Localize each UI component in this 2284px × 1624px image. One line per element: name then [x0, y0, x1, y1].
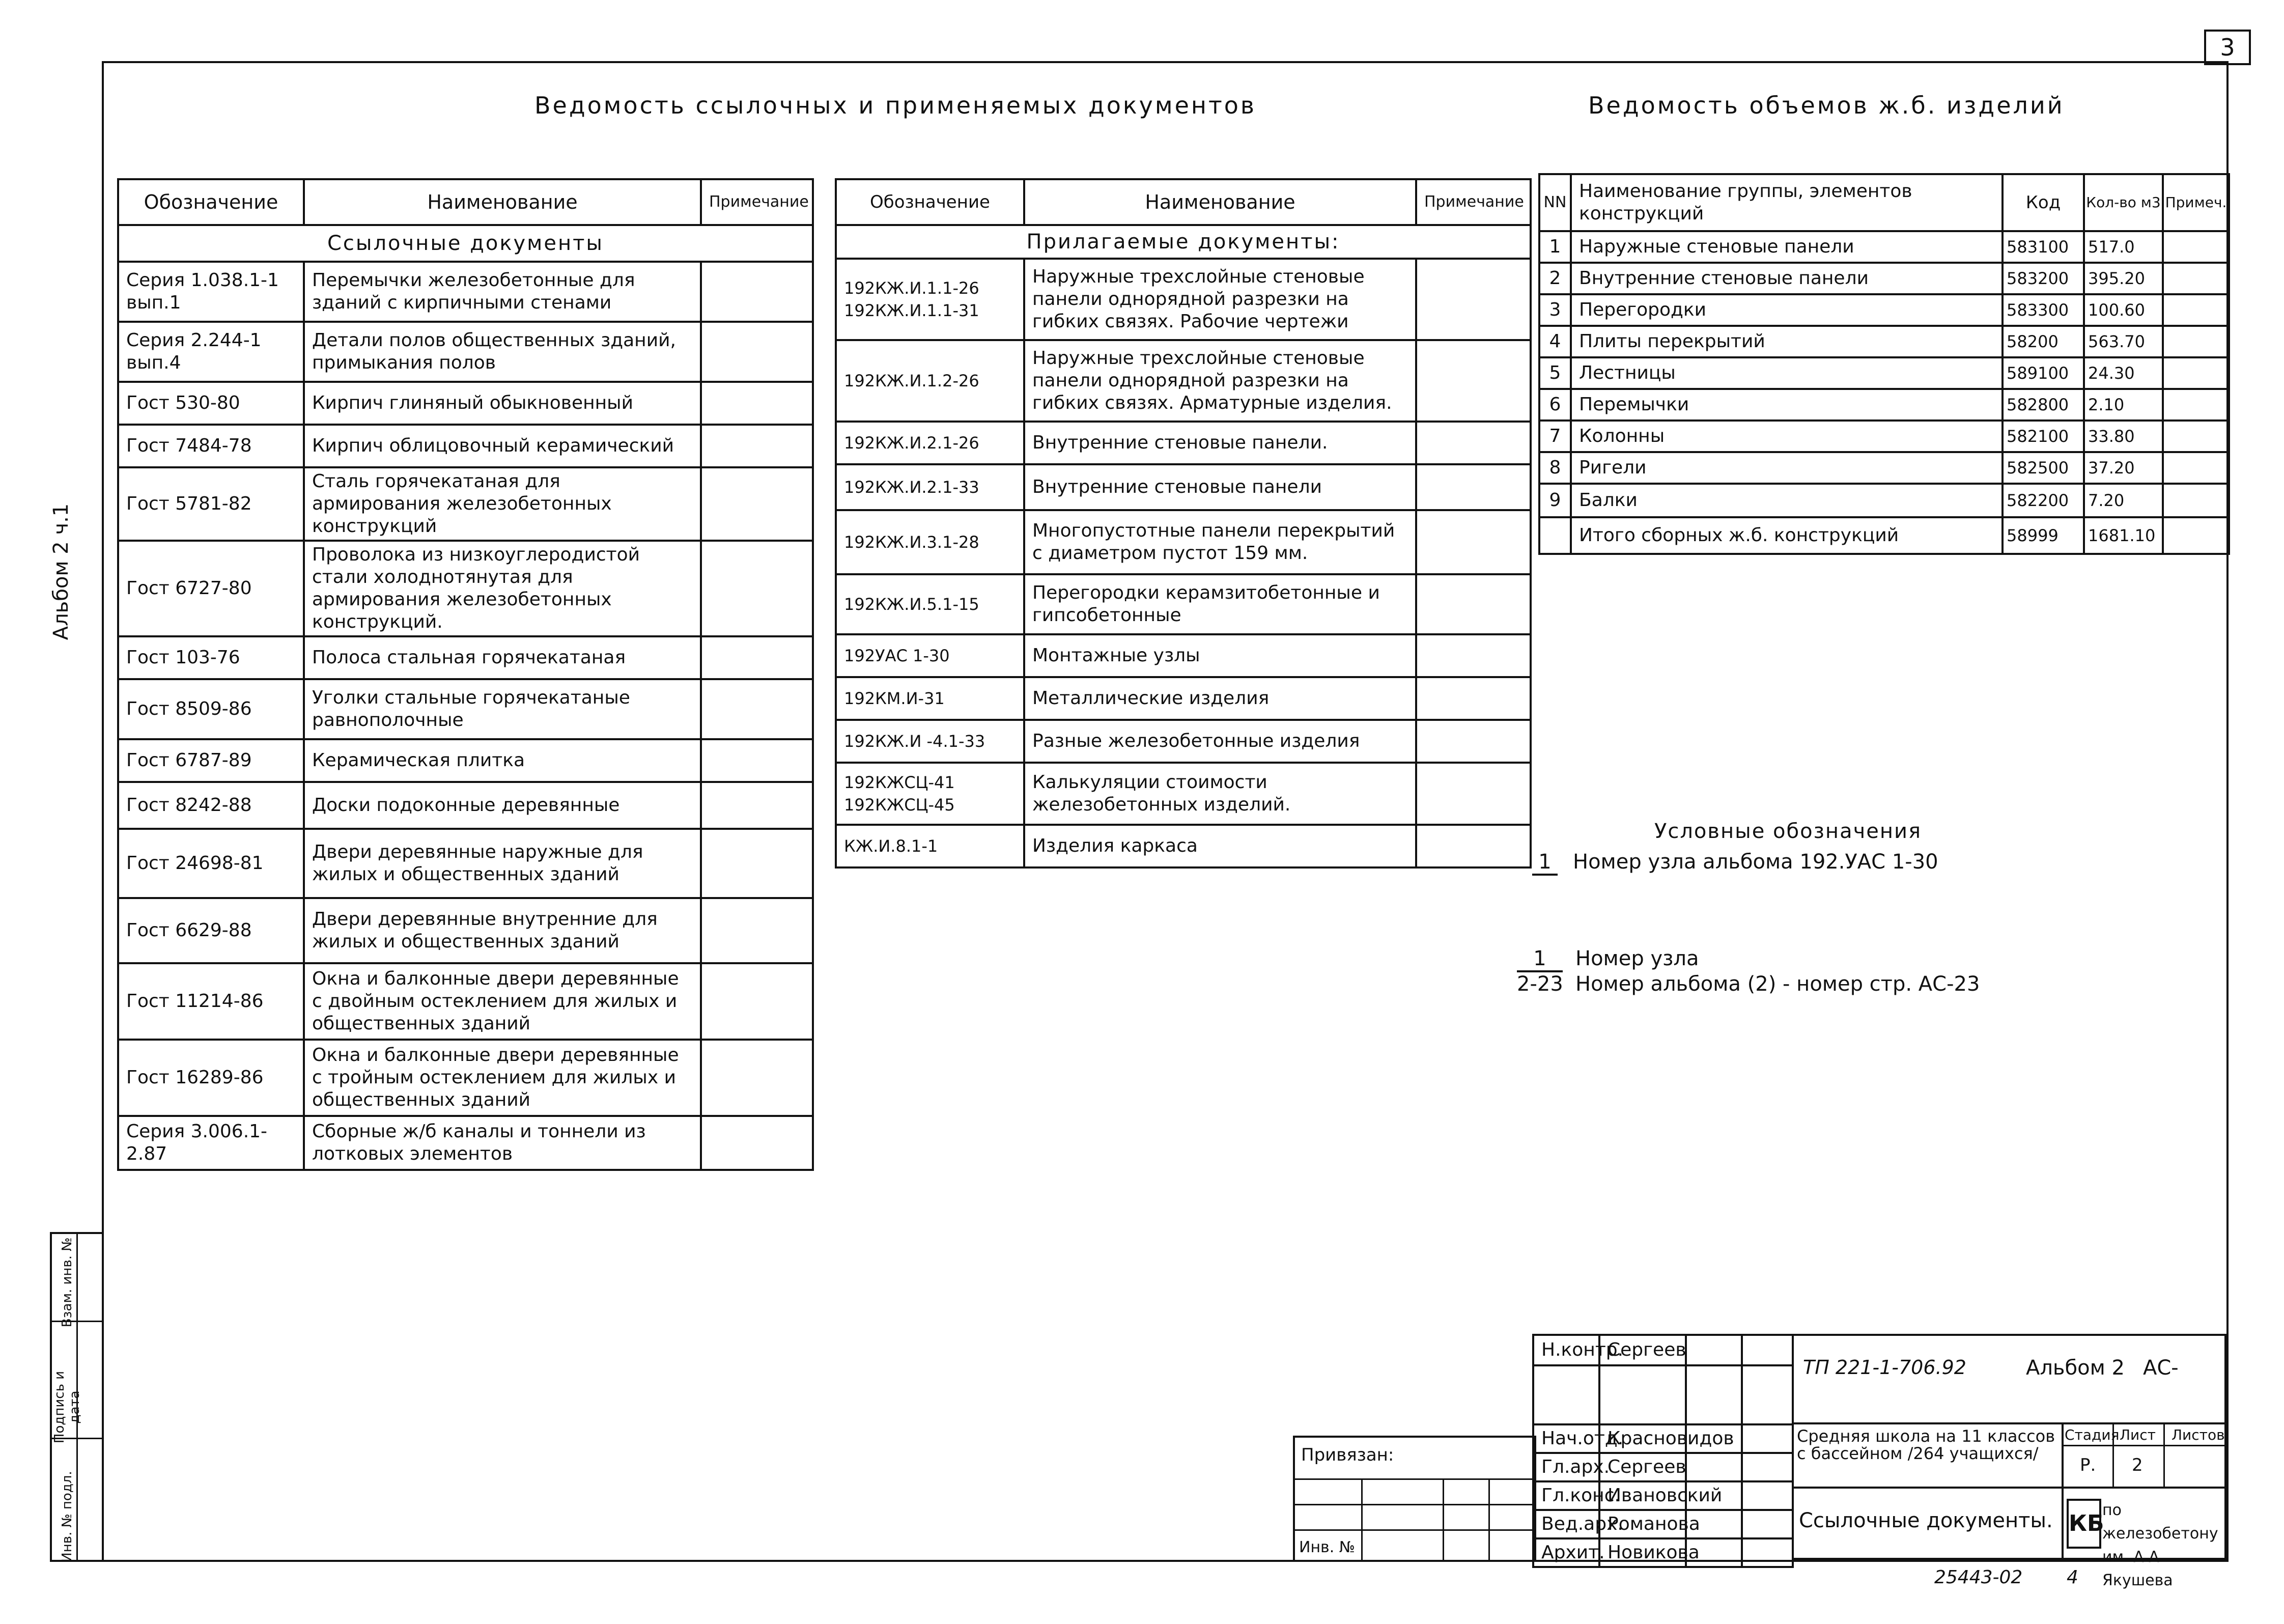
- table-row: 7 Колонны 582100 33.80: [1539, 421, 2229, 452]
- table-row: 4 Плиты перекрытий 58200 563.70: [1539, 326, 2229, 357]
- table-row: 6 Перемычки 582800 2.10: [1539, 389, 2229, 421]
- table-row: 192КЖ.И -4.1-33 Разные железобетонные изделия: [836, 720, 1531, 763]
- binding-grid-line: [1443, 1478, 1444, 1560]
- legend-item2-denominator: 2-23: [1517, 972, 1563, 996]
- table-row: 3 Перегородки 583300 100.60: [1539, 294, 2229, 326]
- legend-item2-line2: Номер альбома (2) - номер стр. АС-23: [1575, 972, 1980, 996]
- archive-number: 4: [2067, 1567, 2078, 1588]
- side-stamp-inv: Инв. № подл.: [60, 1471, 75, 1562]
- col-header-qty: Кол-во м3: [2084, 174, 2163, 231]
- table-row: 1 Наружные стеновые панели 583100 517.0: [1539, 231, 2229, 263]
- table-row: Гост 8242-88 Доски подоконные деревянные: [118, 782, 813, 829]
- binding-grid-line: [1295, 1529, 1534, 1531]
- table-row: Серия 1.038.1-1 вып.1 Перемычки железобетонные для зданий с кирпичными стенами: [118, 262, 813, 322]
- object-name: Средняя школа на 11 классов с бассейном /264 учащихся/: [1797, 1426, 2055, 1463]
- table-row: 192КЖ.И.1.1-26 192КЖ.И.1.1-31 Наружные трехслойные стеновые панели однорядной разрезки на гибких связях. Рабочие чертежи: [836, 259, 1531, 340]
- signature-row: Гл.конс. Ивановский: [1533, 1481, 1793, 1510]
- signature-row: Гл.арх. Сергеев: [1533, 1453, 1793, 1481]
- table-row: Гост 6629-88 Двери деревянные внутренние для жилых и общественных зданий: [118, 898, 813, 963]
- section-header: Ссылочные документы: [118, 225, 813, 262]
- inventory-label: Инв. №: [1299, 1538, 1356, 1556]
- volumes-table: [1538, 173, 2230, 555]
- col-header-name: Наименование: [304, 179, 701, 225]
- table-row: Гост 530-80 Кирпич глиняный обыкновенный: [118, 382, 813, 425]
- table-row: 5 Лестницы 589100 24.30: [1539, 357, 2229, 389]
- archive-code: 25443-02: [1934, 1567, 2023, 1588]
- table-row: 192КЖ.И.1.2-26 Наружные трехслойные стеновые панели однорядной разрезки на гибких связях. Арматурные изделия.: [836, 340, 1531, 422]
- col-header-group: Наименование группы, элементов конструкций: [1571, 174, 2003, 231]
- table-row: 192КЖ.И.3.1-28 Многопустотные панели перекрытий с диаметром пустот 159 мм.: [836, 510, 1531, 574]
- col-header-note: Примечание: [1416, 179, 1531, 225]
- table-row: Гост 11214-86 Окна и балконные двери деревянные с двойным остеклением для жилых и общественных зданий: [118, 963, 813, 1040]
- signature-row: Архит. Новикова: [1533, 1538, 1793, 1567]
- signature-row: Нач.отд. Красновидов: [1533, 1424, 1793, 1453]
- table-row: Гост 8509-86 Уголки стальные горячекатаные равнополочные: [118, 679, 813, 739]
- table-row: Серия 2.244-1 вып.4 Детали полов общественных зданий, примыкания полов: [118, 322, 813, 382]
- sheets-label: Листов: [2172, 1426, 2225, 1443]
- legend-item2-line1: Номер узла: [1575, 947, 1699, 970]
- table-row: Гост 6787-89 Керамическая плитка: [118, 739, 813, 782]
- table-row: Гост 7484-78 Кирпич облицовочный керамический: [118, 425, 813, 467]
- side-stamp: [50, 1232, 103, 1562]
- stage-label: Стадия: [2065, 1426, 2120, 1443]
- table-row: Гост 103-76 Полоса стальная горячекатаная: [118, 636, 813, 679]
- binding-area: [1293, 1436, 1536, 1562]
- table-row: Гост 6727-80 Проволока из низкоуглеродистой стали холоднотянутая для армирования железобетонных конструкций.: [118, 541, 813, 636]
- legend-title: Условные обозначения: [1654, 820, 1922, 843]
- title-info-divider: [2062, 1422, 2064, 1558]
- col-header-note: Примечание: [701, 179, 813, 225]
- sheet-label: Лист: [2120, 1426, 2156, 1443]
- signature-row: Н.контр. Сергеев: [1533, 1335, 1793, 1365]
- table-row: 192КЖСЦ-41 192КЖСЦ-45 Калькуляции стоимости железобетонных изделий.: [836, 763, 1531, 825]
- right-title: Ведомость объемов ж.б. изделий: [1588, 92, 2065, 119]
- project-code: ТП 221-1-706.92: [1803, 1356, 1966, 1379]
- binding-grid-line: [1295, 1504, 1534, 1505]
- sheet-value: 2: [2132, 1455, 2143, 1475]
- table-row: 192КЖ.И.2.1-33 Внутренние стеновые панели: [836, 464, 1531, 510]
- sheet-number: 3: [2220, 34, 2235, 61]
- drawing-mark: АС-: [2143, 1356, 2179, 1380]
- organization-logo: КБ: [2067, 1499, 2101, 1549]
- side-stamp-divider: [52, 1438, 103, 1439]
- album-number: Альбом 2: [2026, 1356, 2125, 1380]
- col-header-code: Обозначение: [836, 179, 1024, 225]
- binding-grid-line: [1488, 1478, 1490, 1560]
- title-info-divider: [1792, 1422, 2224, 1424]
- col-header-name: Наименование: [1024, 179, 1416, 225]
- legend-item2-numerator: 1: [1517, 947, 1563, 972]
- table-row: 192УАС 1-30 Монтажные узлы: [836, 634, 1531, 677]
- table-row: 2 Внутренние стеновые панели 583200 395.20: [1539, 263, 2229, 294]
- binding-label: Привязан:: [1301, 1445, 1394, 1465]
- stage-value: Р.: [2080, 1455, 2096, 1475]
- binding-grid-line: [1361, 1478, 1363, 1560]
- section-header: Прилагаемые документы:: [836, 225, 1531, 259]
- legend-item1-text: Номер узла альбома 192.УАС 1-30: [1573, 850, 1938, 874]
- binding-grid-line: [1295, 1478, 1534, 1480]
- stage-grid-line: [2163, 1422, 2165, 1487]
- reference-documents-table: [117, 178, 814, 1171]
- stage-grid-line: [2062, 1445, 2224, 1446]
- table-row: 9 Балки 582200 7.20: [1539, 484, 2229, 517]
- side-stamp-divider: [52, 1321, 103, 1322]
- col-header-number: NN: [1539, 174, 1571, 231]
- side-stamp-replace: Взам. инв. №: [60, 1237, 75, 1328]
- table-row: 8 Ригели 582500 37.20: [1539, 452, 2229, 484]
- col-header-note: Примеч.: [2163, 174, 2229, 231]
- table-row: Гост 24698-81 Двери деревянные наружные для жилых и общественных зданий: [118, 829, 813, 898]
- table-row: Серия 3.006.1-2.87 Сборные ж/б каналы и тоннели из лотковых элементов: [118, 1116, 813, 1170]
- table-row: Гост 16289-86 Окна и балконные двери деревянные с тройным остеклением для жилых и общественных зданий: [118, 1040, 813, 1116]
- signatures-table: [1532, 1334, 1794, 1568]
- document-title: Ссылочные документы.: [1799, 1509, 2053, 1532]
- applied-documents-table: [835, 178, 1532, 869]
- table-row: 192КЖ.И.5.1-15 Перегородки керамзитобетонные и гипсобетонные: [836, 574, 1531, 634]
- total-row: Итого сборных ж.б. конструкций 58999 1681.10: [1539, 517, 2229, 554]
- table-row: 192КМ.И-31 Металлические изделия: [836, 677, 1531, 720]
- table-row: Гост 5781-82 Сталь горячекатаная для армирования железобетонных конструкций: [118, 467, 813, 541]
- side-stamp-sign: Подпись и дата: [52, 1370, 82, 1444]
- col-header-code: Обозначение: [118, 179, 304, 225]
- organization-name: по железобетону им. А.А. Якушева: [2102, 1501, 2218, 1589]
- album-side-label: Альбом 2 ч.1: [49, 503, 73, 640]
- signature-row: Вед.арх. Романова: [1533, 1510, 1793, 1538]
- legend-item1-number: 1: [1532, 850, 1558, 876]
- table-row: 192КЖ.И.2.1-26 Внутренние стеновые панели.: [836, 422, 1531, 464]
- left-title: Ведомость ссылочных и применяемых документов: [534, 92, 1257, 119]
- title-info-divider: [1792, 1487, 2224, 1489]
- col-header-code: Код: [2003, 174, 2084, 231]
- table-row: КЖ.И.8.1-1 Изделия каркаса: [836, 825, 1531, 867]
- sheet-number-box: [2204, 30, 2251, 65]
